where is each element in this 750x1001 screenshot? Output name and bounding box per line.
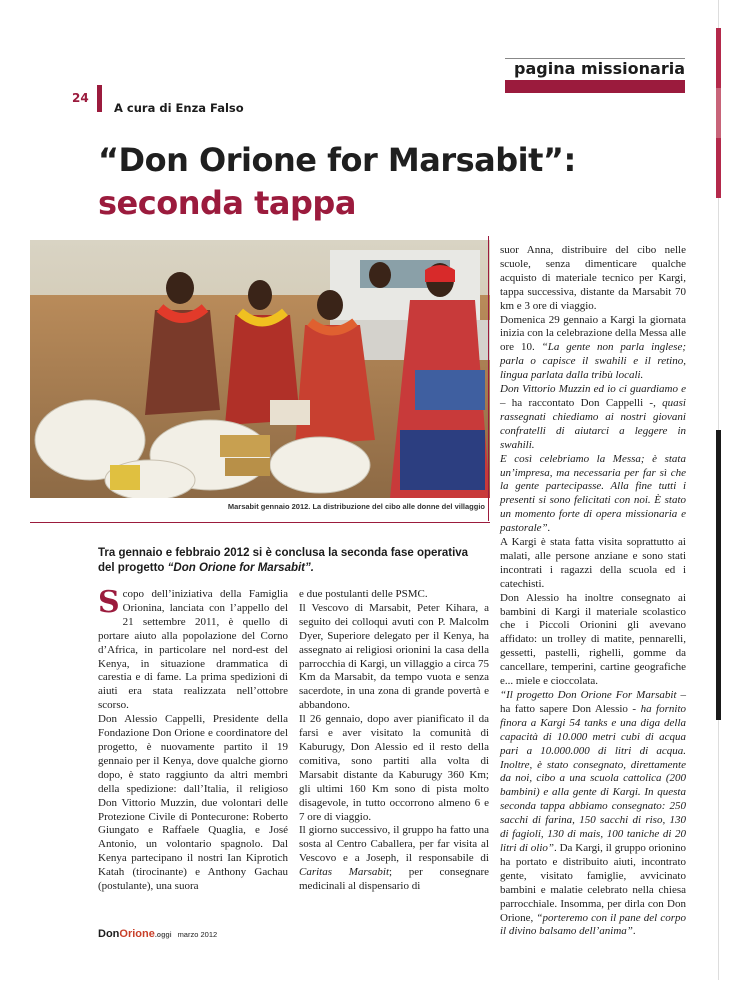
lead-project-name: “Don Orione for Marsabit”. <box>167 562 314 574</box>
paragraph: E così celebriamo la Messa; è stata un’impresa, ma necessaria per far sì che la gente partecipasse. Alla fine tutti i presenti si sono felicitati con noi. È stato un momento forte di opera missionaria e pastorale”. <box>500 452 686 535</box>
curated-accent-bar <box>97 85 102 112</box>
drop-cap: S <box>98 585 120 620</box>
paragraph: Don Alessio Cappelli, Presidente della Fondazione Don Orione e coordinatore del progetto, è nuovamente partito il 19 gennaio per il Kenya, dove qualche giorno dopo, è stato raggiunto da altri membri della spedizione: dall’Italia, il religioso Don Vittorio Muzzin, due volontari delle Protezione Civile di Pontecurone: Roberto Giungato e Raffaele Quaglia, e José Antonio, un volontario spagnolo. Dal Kenya partecipano il nostri Ian Kiprotich Katah (tirocinante) e Anthony Gachau (postulante), una suora <box>98 713 288 893</box>
paragraph: “Il progetto Don Orione For Marsabit – ha fatto sapere Don Alessio - ha fornito finora a Kargi 54 tanks e una diga della capacità di 10.000 metri cubi di acqua pari a 10.000.000 di litri di acqua. Inoltre, è stato consegnato, direttamente da noi, cibo a una scuola cattolica (200 bambini) e alla gente di Kargi. In questa seconda tappa abbiamo consegnato: 250 sacchi di farina, 150 sacchi di riso, 130 di fagioli, 130 di mais, 100 taniche di 20 litri di olio”. Da Kargi, il gruppo orionino ha portato e distribuito aiuti, incontrato gente, visitato famiglie, avvicinato bambini e malatie celebrato nella chiesa parrocchiale. Insomma, per dirla con Don Orione, “porteremo con il pane del corpo il divino balsamo dell’anima”. <box>500 689 687 938</box>
photo-frame <box>30 240 490 525</box>
side-tab-dark <box>716 430 721 720</box>
header-band <box>505 80 685 93</box>
lead-paragraph <box>98 546 470 576</box>
paragraph: Don Alessio ha inoltre consegnato ai bambini di Kargi il materiale scolastico che i Piccoli Orionini gli avevano affidato: un trolley di matite, pennarelli, gessetti, pastelli, righelli, gomme da cancellare, temperini, cartine geografiche e... miele e cioccolata. <box>500 591 686 688</box>
footer-masthead <box>98 928 217 940</box>
footer-date: marzo 2012 <box>177 930 218 939</box>
photo-women-food-distribution <box>30 240 490 498</box>
paragraph: Don Vittorio Muzzin ed io ci guardiamo e – ha raccontato Don Cappelli -, quasi rassegnati chiediamo ai nostri giovani confratelli di aiutarci a leggere in swahili. <box>500 383 686 451</box>
article-subtitle: seconda tappa <box>98 184 356 222</box>
photo-rule-horizontal <box>30 522 490 523</box>
paragraph: Il Vescovo di Marsabit, Peter Kihara, a seguito dei colloqui avuti con P. Malcolm Dyer, Superiore delegato per il Kenya, ha assegnato ai religiosi orionini la casa della parrocchia di Kargi, un villaggio a circa 75 Km da Marsabit, da tempo vuota e senza sacerdote, in una zona di grande povertà e abbandono. <box>299 601 489 712</box>
lead-text: Tra gennaio e febbraio 2012 si è conclusa la seconda fase operativa del progetto <box>98 547 469 574</box>
paragraph: Il giorno successivo, il gruppo ha fatto una sosta al Centro Caballera, per far visita al Vescovo e a Joseph, il responsabile di Caritas Marsabit; per consegnare medicinali al dispensario di <box>299 824 489 893</box>
photo-rule-vertical <box>488 236 489 521</box>
page-number: 24 <box>72 91 89 105</box>
footer-orione: Orione <box>119 928 155 940</box>
photo-caption: Marsabit gennaio 2012. La distribuzione del cibo alle donne del villaggio <box>227 502 485 511</box>
article-title: “Don Orione for Marsabit”: <box>98 141 576 179</box>
paragraph: A Kargi è stata fatta visita soprattutto ai malati, alle persone anziane e sono stati incontrati i ragazzi della scuola ed i catechisti. <box>500 536 686 590</box>
side-tab-accent <box>716 28 721 198</box>
footer-oggi: .oggi <box>154 932 172 939</box>
paragraph: e due postulanti delle PSMC. <box>299 588 428 600</box>
curated-by: A cura di Enza Falso <box>114 101 244 115</box>
section-label: pagina missionaria <box>514 59 685 78</box>
paragraph: Il 26 gennaio, dopo aver pianificato il da farsi e aver visitato la comunità di Kaburugy, Don Alessio ed il resto della comitiva, sono partiti alla volta di Marsabit distante da Kaburugy 360 Km; gli ultimi 160 Km sono di pista molto disagevole, in tutto occorrono almeno 6 e 7 ore di viaggio. <box>299 713 489 823</box>
paragraph: suor Anna, distribuire del cibo nelle scuole, senza dimenticare qualche acquisto di materiale tecnico per Kargi, tappa successiva, distante da Marsabit 70 km e 3 ore di viaggio. <box>500 244 686 312</box>
article-column-3 <box>500 244 686 939</box>
paragraph: Domenica 29 gennaio a Kargi la giornata inizia con la celebrazione della Messa alle ore 10. “La gente non parla inglese; parla o capisce il swahili e il retino, lingua parlata dalla tribù locali. <box>500 313 686 382</box>
article-column-1 <box>98 585 288 894</box>
footer-don: Don <box>98 928 120 940</box>
article-column-2 <box>299 588 489 894</box>
paragraph: Scopo dell’iniziativa della Famiglia Orionina, lanciata con l’appello del 21 settembre 2011, è quello di portare aiuto alla popolazione del Corno d’Africa, in particolare nel nord-est del Kenya, in situazione drammatica di carestia e di fame. La prima spedizioni di aiuti era stata realizzata nell’ottobre scorso. <box>98 585 288 712</box>
